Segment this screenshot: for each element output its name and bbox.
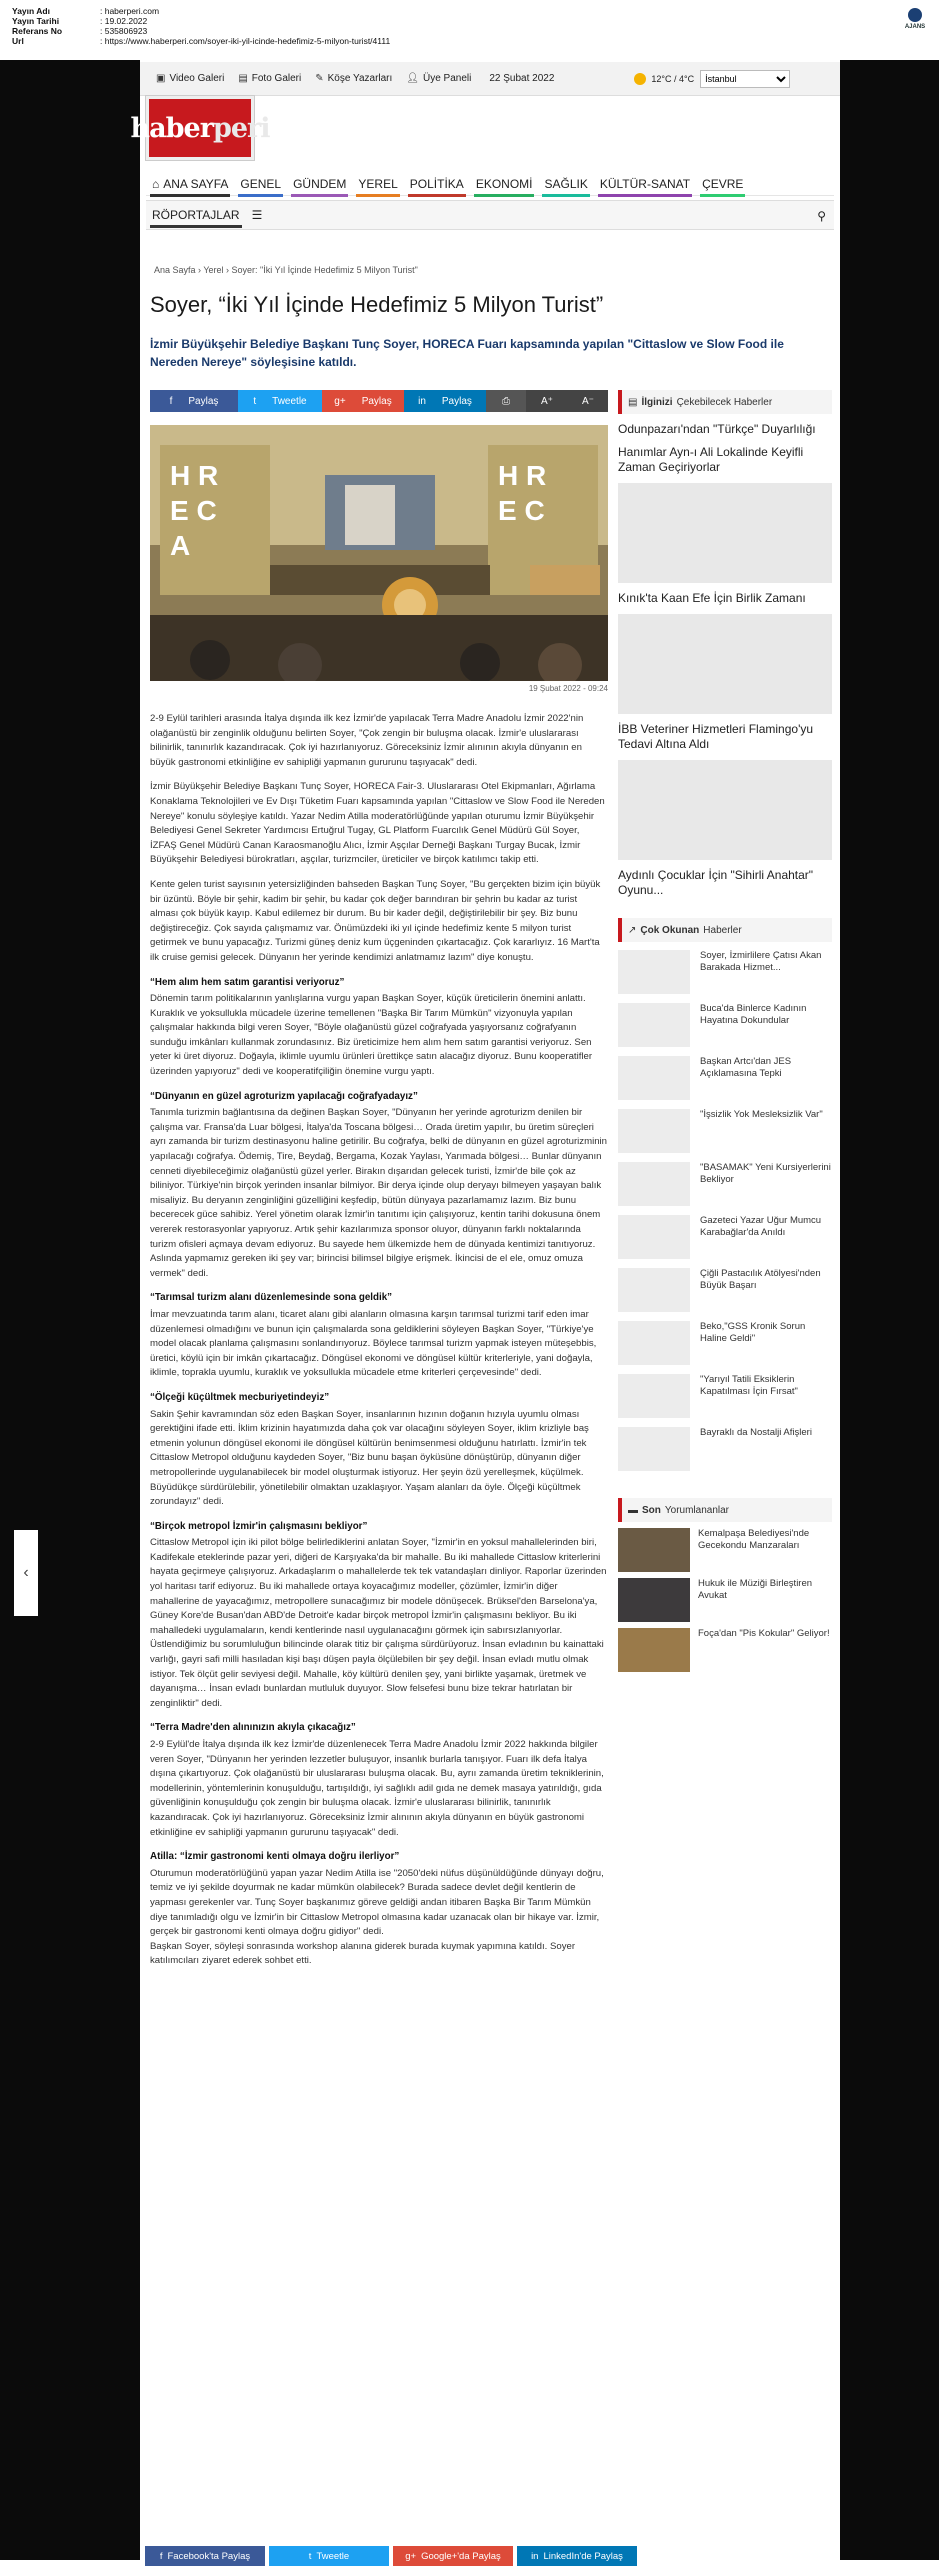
interest-thumbnail[interactable] xyxy=(618,760,832,860)
meta-value: : 535806923 xyxy=(100,26,148,36)
video-icon: ▣ xyxy=(156,73,166,84)
share-label: Paylaş xyxy=(441,395,472,407)
article-subheading: “Birçok metropol İzmir'in çalışmasını bekliyor” xyxy=(150,1520,368,1532)
comment-item[interactable] xyxy=(618,1528,832,1572)
comments-header xyxy=(618,1498,832,1522)
nav-item-8[interactable] xyxy=(696,172,749,196)
main-nav xyxy=(146,172,834,230)
popular-item[interactable] xyxy=(618,1003,832,1048)
sidebar xyxy=(618,390,832,1672)
share-label: Paylaş xyxy=(361,395,392,407)
nav-item-label: SAĞLIK xyxy=(544,176,588,191)
meta-value: : haberperi.com xyxy=(100,6,160,16)
comment-item[interactable] xyxy=(618,1628,832,1672)
popular-thumbnail xyxy=(618,1427,690,1471)
meta-row xyxy=(12,36,939,46)
popular-item-title: Beko,"GSS Kronik Sorun Haline Geldi" xyxy=(700,1321,806,1344)
photo-timestamp: 19 Şubat 2022 - 09:24 xyxy=(528,684,608,693)
comments-header-label: Yorumlananlar xyxy=(664,1504,730,1516)
article-paragraph: Dönemin tarım politikalarının yanlışlarına vurgu yapan Başkan Soyer, küçük üreticilerin önemini anlattı. Kuraklık ve yoksullukla mücadele üzerine temellenen "Başka Bir Tarım Mümkün" vizyonuyla yapılan çalışmalar hakkında bilgi veren Soyer, "Böyle olağanüstü güzel coğrafyada yaşıyorsanız coğrafyanın sunduğu imkânları kullanmak zorundasınız. Biz üreticimize hem alım hem satım garantisi veriyoruz. Sen yeter ki üret diyoruz. Doğayla, iklimle uyumlu ürünleri ürettikçe satın alacağız diyoruz. Bunu kooperatifler üzerinden yapıyoruz" dedi ve kooperatifçiliğin önemine vurgu yaptı. xyxy=(150,993,593,1078)
interest-item-title[interactable]: Kınık'ta Kaan Efe İçin Birlik Zamanı xyxy=(618,591,806,605)
search-icon[interactable]: ⚲ xyxy=(817,209,826,223)
popular-item-title: "BASAMAK" Yeni Kursiyerlerini Bekliyor xyxy=(700,1162,831,1185)
share-button-2[interactable] xyxy=(322,390,404,412)
current-date: 22 Şubat 2022 xyxy=(489,73,555,84)
bottom-share-button-0[interactable] xyxy=(145,2546,265,2566)
comment-item-title: Foça'dan "Pis Kokular" Geliyor! xyxy=(698,1628,830,1639)
share-label: A⁻ xyxy=(582,395,594,407)
article-summary: İzmir Büyükşehir Belediye Başkanı Tunç Soyer, HORECA Fuarı kapsamında yapılan "Cittaslow ve Slow Food ile Nereden Nereye" söyleşisine katıldı. xyxy=(150,337,784,369)
article-paragraph: Sakin Şehir kavramından söz eden Başkan Soyer, insanlarının hızının doğanın hızıyla uyumlu olması gerektiğini ifade etti. İklim krizinin hayatımızda daha çok var olacağını söyleyen Soyer, iklim krizliyle baş etmenin yolunun döngüsel ekonomi ile döngüsel kültürün benimsenmesi olduğunu hatırlattı. İzmir'in tek Cittaslow Metropol olduğunu kaydeden Soyer, "Biz bunu başan öyküsüne dönüştürüp, dünyanın diğer metropollerinde uygulanabilecek bir model oluşturmak istiyoruz. Her şeyin özü yerelleşmek, küçülmek. Büyüdükçe sürdürülebilir, yönetilebilir olmaktan uzaklaşıyor. Yaşam alanları da öyle. Ölçeği küçültmek zorundayız" dedi. xyxy=(150,1408,589,1508)
popular-item-title: Soyer, İzmirlilere Çatısı Akan Barakada Hizmet... xyxy=(700,950,822,973)
popular-item-title: Bayraklı da Nostalji Afişleri xyxy=(700,1427,812,1438)
meta-key: Referans No xyxy=(12,26,63,36)
agency-logo xyxy=(900,8,930,30)
interest-thumbnail[interactable] xyxy=(618,483,832,583)
article-paragraph: Cittaslow Metropol için iki pilot bölge belirlediklerini anlatan Soyer, "İzmir'in en yoksul mahallelerinden biri, Kadifekale eteklerinde pazar yeri, diğeri de Karşıyaka'da bir mahalle. Bu iki mahallede Cittaslow kriterlerini hayata geçirmeye çalışıyoruz. Arkadaşlarım o mahallelerde tek tek vatandaşları dinliyor. Raporlar üzerinden yol haritası tarif ediyoruz. Bu iki mahallede ortaya koyacağımız modeller, çözümler, İzmir'in diğer mahallerine de yayacağımız, metropollere sunacağımız bir modele dönüşecek. Brüksel'den Barselona'ya, Güney Kore'de Busan'dan ABD'de Detroit'e kadar birçok metropol İzmir'in çalışmasını bekliyor. Bu iki mahalledeki uygulamaların, kendi kentlerinde nasıl uygulanacağını görmek için sabırsızlanıyorlar. Üstlendiğimiz bu sorumluluğun bilincinde olarak titiz bir çalışma sürdürüyoruz. İnsan evladının bu kainattaki varlığı, gayri safi milli hasıladan kişi başı düşen payla ölçülebilen bir şey değil. İnsan evladı mutlu olmak istiyor. Tek ölçüt gelir seviyesi değil. Mahalle, köy kültürü denilen şey, yani birlikte yaşamak, üretmek ve dayanışma… İnsan evladı bunlardan mutluluk duyuyor. Slow felsefesi bunu bize tekrar hatırlatan bir zenginliktir" dedi. xyxy=(150,1537,607,1709)
article-subheading: “Dünyanın en güzel agroturizm yapılacağı coğrafyadayız” xyxy=(150,1090,418,1102)
previous-article-arrow-icon[interactable]: ‹ xyxy=(14,1530,38,1616)
list-icon: ▤ xyxy=(628,396,638,408)
share-bar xyxy=(150,390,608,412)
interest-item-title[interactable]: İBB Veteriner Hizmetleri Flamingo'yu Tedavi Altına Aldı xyxy=(618,722,814,751)
interest-item-title[interactable]: Hanımlar Ayn-ı Ali Lokalinde Keyifli Zaman Geçiriyorlar xyxy=(618,445,804,474)
logo-part-2: peri xyxy=(212,112,270,144)
meta-key: Url xyxy=(12,36,24,46)
bottom-share-button-2[interactable] xyxy=(393,2546,513,2566)
meta-row xyxy=(12,26,939,36)
interest-header-label: Çekebilecek Haberler xyxy=(676,396,773,408)
nav-item-roportajlar[interactable]: RÖPORTAJLAR xyxy=(146,203,246,227)
popular-item[interactable] xyxy=(618,1215,832,1260)
photo-gallery-label: Foto Galeri xyxy=(251,73,302,84)
interest-header xyxy=(618,390,832,414)
popular-item-title: Başkan Artcı'dan JES Açıklamasına Tepki xyxy=(700,1056,792,1079)
nav-item-label: EKONOMİ xyxy=(475,176,533,191)
user-icon: 👤︎ xyxy=(406,73,419,84)
popular-item-title: Buca'da Binlerce Kadının Hayatına Dokundular xyxy=(700,1003,807,1026)
popular-thumbnail xyxy=(618,1056,690,1100)
popular-thumbnail xyxy=(618,1003,690,1047)
comment-thumbnail xyxy=(618,1628,690,1672)
share-label: ⎙ xyxy=(502,395,510,407)
comments-list xyxy=(618,1528,832,1672)
bottom-share-bar xyxy=(145,2546,641,2566)
popular-item-title: Gazeteci Yazar Uğur Mumcu Karabağlar'da Anıldı xyxy=(700,1215,822,1238)
trend-icon: ↗ xyxy=(628,924,637,936)
interest-item-title[interactable]: Odunpazarı'ndan "Türkçe" Duyarlılığı xyxy=(618,422,816,436)
share-button-3[interactable] xyxy=(404,390,486,412)
city-select[interactable] xyxy=(700,70,790,88)
comment-thumbnail xyxy=(618,1528,690,1572)
share-label: LinkedIn'de Paylaş xyxy=(543,2550,623,2562)
member-panel-label: Üye Paneli xyxy=(423,73,472,84)
video-gallery-label: Video Galeri xyxy=(169,73,225,84)
article-body xyxy=(150,712,608,1979)
popular-thumbnail xyxy=(618,1268,690,1312)
sun-icon xyxy=(634,73,646,85)
popular-thumbnail xyxy=(618,1215,690,1259)
nav-item-7[interactable] xyxy=(594,172,696,196)
video-gallery-link[interactable] xyxy=(156,73,224,84)
nav-item-label: YEREL xyxy=(358,176,398,191)
article-paragraph: 2-9 Eylül'de İtalya dışında ilk kez İzmir'de düzenlenecek Terra Madre Anadolu İzmir 2022 hakkında bilgiler veren Soyer, "Dünyanın her yerinden lezzetler buluşuyor, insanlık burlarla tanışıyor. Fuarı ilk defa İtalya dışına çıkartıyoruz. Çok olağanüstü bir uluslararası buluşma olacak. Bu, ayrıı zamanda üretim tekniklerinin, modellerinin, yöntemlerinin konuşulduğu, tartışıldığı, iyi sağlıklı adil gıda ne demek masaya yatırıldığı, gıda güvenliğinin konuşulduğu çok zengin bir buluşma olacak. İzmir'e uluslararası bilinirlik, tanınırlık kazandıracak. Çok iyi hazırlanıyoruz. Göreceksiniz İzmir alınının akıyla dünyanın en büyük gastronomi etkinliğine ev sahipliği yapmanın gururunu taşıyacak" dedi. xyxy=(150,1739,604,1838)
share-label: Facebook'ta Paylaş xyxy=(167,2550,251,2562)
popular-header-bold: Çok Okunan xyxy=(640,924,700,936)
popular-item[interactable] xyxy=(618,1056,832,1101)
interest-item-title[interactable]: Aydınlı Çocuklar İçin "Sihirli Anahtar" Oyunu... xyxy=(618,868,814,897)
share-icon-in: in xyxy=(531,2550,539,2562)
popular-item-title: "Yarıyıl Tatili Eksiklerin Kapatılması İçin Fırsat" xyxy=(700,1374,798,1397)
article-paragraph: Kente gelen turist sayısının yetersizliğinden bahseden Başkan Tunç Soyer, "Bu gerçekten bizim için büyük bir üzüntü. Böyle bir şehir, kadim bir şehir, bu kadar çok değer barındıran bir şehrin bu kadar az turist alması çok büyük kayıp. Kabul edilemez bir durum. Bu bir kader değil, değiştirilebilir bir şey. Biz bunu değiştireceğiz. Çok sayıda çalışmamız var. Önümüzdeki iki yıl içinde hedefimiz kente 5 milyon turist getirmek ve bunu yapacağız. Turizmi güneş deniz kum üçgeninden çıkartacağız. Çok kararlıyız. 16 Mart'ta ilk cruise gemisi gelecek. Dünyanın her yerinde kendimizi anlatmamız lazım" diye konuştu. xyxy=(150,878,601,963)
popular-thumbnail xyxy=(618,1162,690,1206)
popular-item[interactable] xyxy=(618,1109,832,1154)
share-button-6[interactable] xyxy=(568,390,608,412)
nav-row-2 xyxy=(146,200,834,230)
columnists-label: Köşe Yazarları xyxy=(327,73,393,84)
share-label: Tweetle xyxy=(272,395,307,407)
interest-header-bold: İlginizi xyxy=(641,396,673,408)
svg-text:A: A xyxy=(170,530,191,561)
nav-item-6[interactable] xyxy=(538,172,593,196)
news-page xyxy=(130,60,840,2562)
popular-item[interactable] xyxy=(618,1268,832,1313)
share-label: A⁺ xyxy=(541,395,553,407)
popular-list xyxy=(618,950,832,1472)
popular-item[interactable] xyxy=(618,950,832,995)
interest-list xyxy=(618,422,832,898)
article-subheading: Atilla: “İzmir gastronomi kenti olmaya doğru ilerliyor” xyxy=(150,1851,400,1863)
svg-text:E C: E C xyxy=(498,495,545,526)
nav-item-3[interactable] xyxy=(352,172,403,196)
share-button-0[interactable] xyxy=(150,390,238,412)
article-subheading: “Tarımsal turizm alanı düzenlemesinde sona geldik” xyxy=(150,1292,393,1304)
share-button-1[interactable] xyxy=(238,390,322,412)
share-button-5[interactable] xyxy=(526,390,568,412)
nav-item-0[interactable] xyxy=(146,172,234,196)
document-metadata xyxy=(0,0,939,60)
article-title: Soyer, “İki Yıl İçinde Hedefimiz 5 Milyon Turist” xyxy=(150,292,604,317)
nav-item-label: GENEL xyxy=(240,176,282,191)
svg-text:H R: H R xyxy=(498,460,547,491)
nav-item-5[interactable] xyxy=(470,172,539,196)
article-paragraph: 2-9 Eylül tarihleri arasında İtalya dışında ilk kez İzmir'de yapılacak Terra Madre Anadolu İzmir 2022'nin olağanüstü bir zenginlik olduğunu belirten Soyer, "Çok zengin bir buluşma olacak. İzmir'e uluslararası bilinirlik, tanınırlık kazandıracak. Çok iyi hazırlanıyoruz. Göreceksiniz İzmir alınının akıyla dünyanın en büyük gastronomi etkinliğine ev sahipliği yapmanın gururunu taşıyacak" dedi. xyxy=(150,713,584,768)
top-bar xyxy=(140,62,840,96)
agency-logo-text: AJANS xyxy=(904,24,926,30)
logo-part-1: haber xyxy=(130,112,213,144)
breadcrumb: Ana Sayfa › Yerel › Soyer: "İki Yıl İçinde Hedefimiz 5 Milyon Turist" xyxy=(154,265,418,275)
nav-item-label: ÇEVRE xyxy=(702,176,744,191)
article-subheading: “Hem alım hem satım garantisi veriyoruz” xyxy=(150,976,345,988)
article-paragraph: Oturumun moderatörlüğünü yapan yazar Nedim Atilla ise "2050'deki nüfus düşünüldüğünde dünyayı doğru, temiz ve iyi şekilde doyurmak ne kadar mümkün olabilecek? Burada sadece devlet değil kentlerin de yapması gerekenler var. Tunç Soyer başkanımız göreve geldiği andan itibaren Başka Bir Tarım Mümkün diye tanımladığı olgu ve İzmir'in bir Cittaslow Metropol olmasına kadar uzanacak olan bir hikaye var. İzmir, gerçek bir gastronomi kenti olmaya doğru gidiyor" dedi. Başkan Soyer, söyleşi sonrasında workshop alanına giderek burada kuymak yapımına katıldı. Soyer katılımcıları ziyaret ederek sohbet etti. xyxy=(150,1867,604,1967)
menu-icon[interactable]: ☰ xyxy=(251,208,263,222)
bottom-share-button-3[interactable] xyxy=(517,2546,637,2566)
home-icon: ⌂ xyxy=(152,176,160,191)
share-label: Google+'da Paylaş xyxy=(421,2550,501,2562)
popular-item-title: Çiğli Pastacılık Atölyesi'nden Büyük Başarı xyxy=(700,1268,821,1291)
article-paragraph: İzmir Büyükşehir Belediye Başkanı Tunç Soyer, HORECA Fair-3. Uluslararası Otel Ekipmanları, Ağırlama Konaklama Teknolojileri ve Ev Dışı Tüketim Fuarı kapsamında yapılan "Cittaslow ve Slow Food ile Nereden Nereye" konulu söyleşiye katıldı. Yazar Nedim Atilla moderatörlüğünde yapılan oturumu İzmir Büyükşehir Belediyesi Genel Sekreter Yardımcısı Ertuğrul Tugay, GL Platform Fuarcılık Genel Müdürü Gül Soyer, İZFAŞ Genel Müdürü Canan Karaosmanoğlu Alıcı, İzmir Aşçılar Derneği Başkanı Turgay Bucak, İzmir Büyükşehir Belediyesi bürokratları, aşçılar, turizmciler, üreticiler ve birçok katılımcı takip etti. xyxy=(150,781,605,866)
nav-item-label: KÜLTÜR-SANAT xyxy=(599,176,691,191)
popular-item[interactable] xyxy=(618,1162,832,1207)
article-subheading: “Terra Madre'den alınınızın akıyla çıkacağız” xyxy=(150,1722,356,1734)
share-icon-f: f xyxy=(169,395,173,407)
nav-item-label: POLİTİKA xyxy=(409,176,464,191)
article-paragraph: İmar mevzuatında tarım alanı, ticaret alanı gibi alanların olmasına karşın tarımsal turizmi tarif eden imar düzenlemesi olmadığını ve bunun için çalışmalarda sona geldiklerini söyleyen Başkan Soyer, "Türkiye'ye model olacak planlama çalışmasını sonlandırıyoruz. Böylece tarımsal turizm yapmak isteyen müteşebbis, üretici, köylü için bir imkân çıkartacağız. Döngüsel ekonomi ve döngüsel kültür kriterleriyle, yani doğayla, iklimle, toprakla uyumlu, kuraklık ve yoksullukla mücadele etme kriterleri çerçevesinde" dedi. xyxy=(150,1308,597,1379)
share-label: Paylaş xyxy=(188,395,219,407)
bottom-share-button-1[interactable] xyxy=(269,2546,389,2566)
columnists-link[interactable] xyxy=(315,73,392,84)
popular-item[interactable] xyxy=(618,1427,832,1472)
share-icon-t: t xyxy=(308,2550,312,2562)
nav-item-1[interactable] xyxy=(234,172,287,196)
article-subheading: “Ölçeği küçültmek mecburiyetindeyiz” xyxy=(150,1391,330,1403)
meta-value: : https://www.haberperi.com/soyer-iki-yil-icinde-hedefimiz-5-milyon-turist/4111 xyxy=(100,36,391,46)
share-icon-f: f xyxy=(159,2550,163,2562)
share-icon-g+: g+ xyxy=(405,2550,417,2562)
comment-item-title: Kemalpaşa Belediyesi'nde Gecekondu Manzaraları xyxy=(698,1528,810,1551)
photo-illustration xyxy=(150,425,608,681)
member-panel-link[interactable] xyxy=(406,73,471,84)
popular-item[interactable] xyxy=(618,1321,832,1366)
nav-item-label: GÜNDEM xyxy=(293,176,347,191)
svg-text:H R: H R xyxy=(170,460,219,491)
comment-icon: ▬ xyxy=(628,1504,638,1516)
comment-thumbnail xyxy=(618,1578,690,1622)
share-icon-t: t xyxy=(253,395,257,407)
popular-thumbnail xyxy=(618,1109,690,1153)
site-logo-text xyxy=(131,113,270,144)
meta-row xyxy=(12,16,939,26)
share-icon-in: in xyxy=(418,395,426,407)
nav-row xyxy=(146,172,834,196)
temperature: 12°C / 4°C xyxy=(651,73,695,84)
popular-thumbnail xyxy=(618,1374,690,1418)
popular-header-label: Haberler xyxy=(703,924,742,936)
article-paragraph: Tanımla turizmin bağlantısına da değinen Başkan Soyer, "Dünyanın her yerinde agroturizm denilen bir çalışma var. Fransa'da Luar bölgesi, İtalya'da Toscana bölgesi… Orada üretim yapılır, bu üretim süreçleri ayrı zamanda bir turizm destinasyonu haline getirilir. Bu coğrafya, belki de dünyanın en güzel agroturizminin yapılacağı coğrafya. Ödemiş, Tire, Beydağ, Bergama, Kozak Yaylası, Yarımada bölgesi… Bunlar dünyanın cenneti diyebileceğimiz olağanüstü güzel yerler. Birakın dışarıdan gelecek turisti, İzmir'de bile çok az biliniyor. Türkiye'nin birçok yerinden insanlar bilmiyor. Bir derya içinde olup deryayı bilmeyen yaşayan balık misaliyiz. Bu deryanın zenginliğini güzelliğini keşfedip, bütün dünyaya pazarlamamız lazım. Biz bunu becerecek güce sahibiz. Yerel yönetim olarak İzmir'in tanıtımı için çalışıyoruz, kentin tarihi dokusuna önem vererek restorasyonlar yapıyoruz. Artık şehir kazılarımıza sponsor oluyor, dünyanın farklı noktalarında turizm ofisleri açmaya devam ediyoruz. Bu sayede hem ülkemizde hem de dünyada kentimizi tanıtıyoruz. Aslında yapmamız gereken iki şey var; birincisi bilimsel bilgiye erişmek. İkincisi de el ele, omuz omuza vermek" dedi. xyxy=(150,1107,608,1279)
share-button-4[interactable] xyxy=(486,390,526,412)
share-icon-g+: g+ xyxy=(334,395,346,407)
interest-thumbnail[interactable] xyxy=(618,614,832,714)
svg-text:E C: E C xyxy=(170,495,217,526)
comment-item[interactable] xyxy=(618,1578,832,1622)
popular-header xyxy=(618,918,832,942)
meta-key: Yayın Adı xyxy=(12,6,50,16)
nav-item-label: ANA SAYFA xyxy=(163,176,229,191)
agency-logo-mark xyxy=(908,8,922,22)
comments-header-bold: Son xyxy=(642,1504,661,1516)
share-label: Tweetle xyxy=(316,2550,350,2562)
meta-value: : 19.02.2022 xyxy=(100,16,148,26)
popular-item[interactable] xyxy=(618,1374,832,1419)
camera-icon: ▤ xyxy=(238,73,248,84)
photo-gallery-link[interactable] xyxy=(238,73,301,84)
popular-thumbnail xyxy=(618,1321,690,1365)
popular-thumbnail xyxy=(618,950,690,994)
meta-row xyxy=(12,6,939,16)
nav-item-4[interactable] xyxy=(404,172,470,196)
pen-icon: ✎ xyxy=(315,73,324,84)
article-photo xyxy=(150,425,608,681)
site-logo[interactable] xyxy=(130,96,270,160)
comment-item-title: Hukuk ile Müziği Birleştiren Avukat xyxy=(698,1578,813,1601)
meta-key: Yayın Tarihi xyxy=(12,16,60,26)
nav-item-2[interactable] xyxy=(287,172,352,196)
popular-item-title: "İşsizlik Yok Mesleksizlik Var" xyxy=(700,1109,823,1120)
